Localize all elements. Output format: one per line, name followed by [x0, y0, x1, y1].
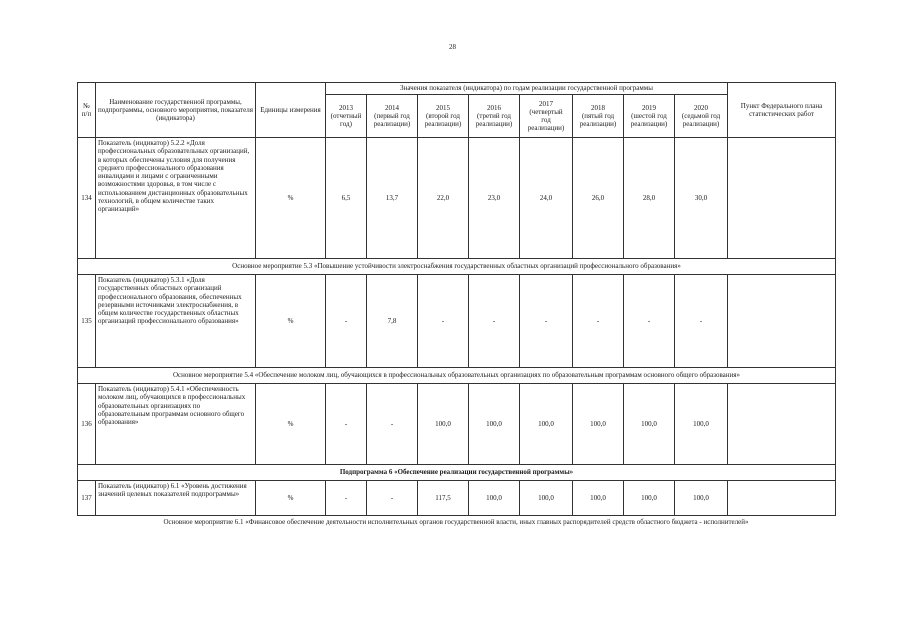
row-value: 100,0	[675, 384, 728, 465]
row-num: 134	[78, 138, 96, 259]
header-year-2016: 2016 (третий год реализации)	[469, 95, 520, 138]
header-units: Единицы измерения	[256, 83, 326, 138]
row-plan	[728, 275, 836, 368]
table-row	[78, 138, 836, 259]
row-indicator-name: Показатель (индикатор) 5.2.2 «Доля профессиональных образовательных организаций, в которых обеспечены условия для получения среднего профессионального образования инвалидами и лицами с ограниченными возможностями здоровья, в том числе с использованием дистанционных образовательных технологий, в общем количестве таких организаций»	[96, 138, 256, 259]
table-row	[78, 275, 836, 368]
row-value: 100,0	[520, 481, 573, 516]
section-title: Основное мероприятие 5.4 «Обеспечение молоком лиц, обучающихся в профессиональных образовательных организациях по образовательным программам основного общего образования»	[78, 368, 836, 384]
row-value: -	[675, 275, 728, 368]
table-row	[78, 384, 836, 465]
row-value: 117,5	[418, 481, 469, 516]
row-unit: %	[256, 481, 326, 516]
row-value: 100,0	[469, 481, 520, 516]
row-unit: %	[256, 138, 326, 259]
row-value: 6,5	[326, 138, 367, 259]
header-name: Наименование государственной программы, подпрограммы, основного мероприятия, показателя (индикатора)	[96, 83, 256, 138]
row-unit: %	[256, 384, 326, 465]
row-plan	[728, 138, 836, 259]
row-plan	[728, 481, 836, 516]
header-year-2020: 2020 (седьмой год реализации)	[675, 95, 728, 138]
row-value: 100,0	[675, 481, 728, 516]
row-value: -	[418, 275, 469, 368]
row-value: -	[326, 481, 367, 516]
row-value: 28,0	[624, 138, 675, 259]
row-value: -	[520, 275, 573, 368]
subprogram-row	[78, 465, 836, 481]
row-num: 136	[78, 384, 96, 465]
section-row	[78, 259, 836, 275]
row-value: 22,0	[418, 138, 469, 259]
row-num: 137	[78, 481, 96, 516]
row-num: 135	[78, 275, 96, 368]
row-indicator-name: Показатель (индикатор) 6.1 «Уровень достижения значений целевых показателей подпрограммы»	[96, 481, 256, 516]
row-value: -	[326, 384, 367, 465]
section-title-continued: Основное мероприятие 6.1 «Финансовое обеспечение деятельности исполнительных органов государственной власти, иных главных распорядителей средств областного бюджета - исполнителей»	[163, 518, 749, 526]
header-year-2019: 2019 (шестой год реализации)	[624, 95, 675, 138]
header-federal-plan: Пункт Федерального плана статистических работ	[728, 83, 836, 138]
header-year-2015: 2015 (второй год реализации)	[418, 95, 469, 138]
row-plan	[728, 384, 836, 465]
row-indicator-name: Показатель (индикатор) 5.3.1 «Доля государственных областных организаций профессионального образования, обеспеченных резервными источниками электроснабжения, в общем количестве государственных областных организаций профессионального образования»	[96, 275, 256, 368]
table-row	[78, 481, 836, 516]
row-value: 100,0	[418, 384, 469, 465]
section-row	[78, 368, 836, 384]
row-value: -	[469, 275, 520, 368]
row-value: 24,0	[520, 138, 573, 259]
row-unit: %	[256, 275, 326, 368]
subprogram-title: Подпрограмма 6 «Обеспечение реализации государственной программы»	[78, 465, 836, 481]
header-values-group: Значения показателя (индикатора) по годам реализации государственной программы	[326, 83, 728, 95]
row-value: 100,0	[573, 481, 624, 516]
row-value: 100,0	[624, 481, 675, 516]
row-value: 23,0	[469, 138, 520, 259]
indicators-table	[77, 82, 836, 516]
section-title: Основное мероприятие 5.3 «Повышение устойчивости электроснабжения государственных областных организаций профессионального образования»	[78, 259, 836, 275]
row-value: -	[573, 275, 624, 368]
row-value: 100,0	[624, 384, 675, 465]
header-num: № п/п	[78, 83, 96, 138]
row-value: 26,0	[573, 138, 624, 259]
header-year-2013: 2013 (отчетный год)	[326, 95, 367, 138]
row-value: 7,8	[367, 275, 418, 368]
row-value: 100,0	[469, 384, 520, 465]
page-number: 28	[449, 43, 456, 51]
row-value: 13,7	[367, 138, 418, 259]
row-value: -	[326, 275, 367, 368]
row-value: 30,0	[675, 138, 728, 259]
header-year-2017: 2017 (четвертый год реализации)	[520, 95, 573, 138]
row-value: 100,0	[573, 384, 624, 465]
header-year-2014: 2014 (первый год реализации)	[367, 95, 418, 138]
row-value: -	[624, 275, 675, 368]
row-value: -	[367, 384, 418, 465]
row-indicator-name: Показатель (индикатор) 5.4.1 «Обеспеченность молоком лиц, обучающихся в профессиональных образовательных организациях по образовательным программам основного общего образования»	[96, 384, 256, 465]
row-value: 100,0	[520, 384, 573, 465]
row-value: -	[367, 481, 418, 516]
header-year-2018: 2018 (пятый год реализации)	[573, 95, 624, 138]
